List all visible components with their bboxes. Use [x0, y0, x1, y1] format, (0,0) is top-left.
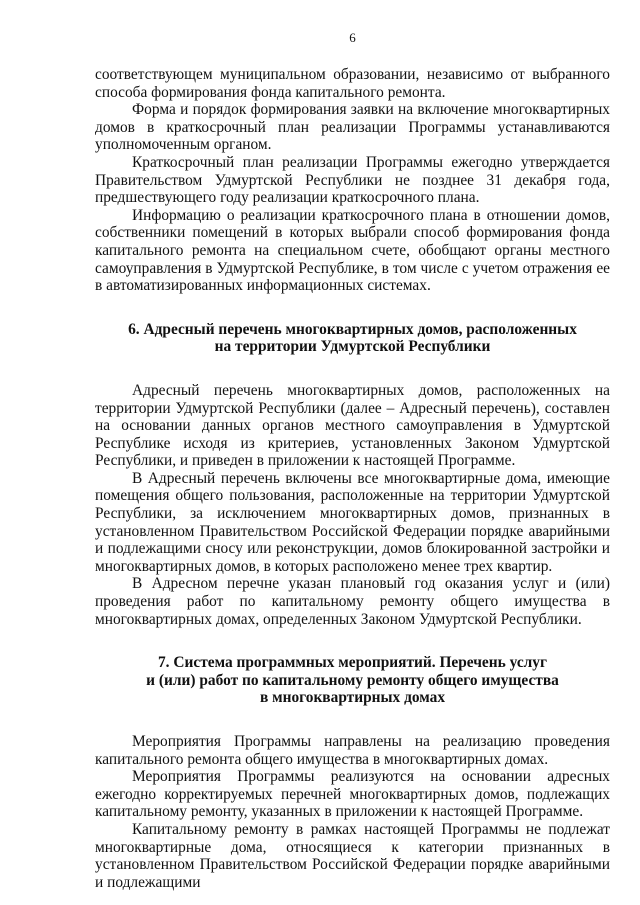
paragraph: Краткосрочный план реализации Программы ежегодно утверждается Правительством Удмуртской Республики не позднее 31 декабря года, предшествующего году реализации краткосрочного плана. — [95, 153, 610, 207]
section-7 — [95, 654, 610, 891]
heading-line: в многоквартирных домах — [259, 689, 446, 707]
section-heading — [95, 321, 610, 356]
heading-line: и (или) работ по капитальному ремонту общего имущества — [146, 671, 559, 689]
intro-paragraphs — [95, 66, 610, 295]
section-heading — [95, 654, 610, 707]
paragraph: Информацию о реализации краткосрочного плана в отношении домов, собственники помещений в которых выбрали способ формирования фонда капитального ремонта на специальном счете, обобщают органы местного самоуправления в Удмуртской Республике, в том числе с учетом отражения ее в автоматизированных информационных системах. — [95, 206, 610, 295]
paragraph: В Адресный перечень включены все многоквартирные дома, имеющие помещения общего пользования, расположенные на территории Удмуртской Республики, за исключением многоквартирных домов, признанных в установленном Правительством Российской Федерации порядке аварийными и подлежащими сносу или реконструкции, домов блокированной застройки и многоквартирных домов, в которых расположено менее трех квартир. — [95, 469, 610, 575]
paragraph: Форма и порядок формирования заявки на включение многоквартирных домов в краткосрочный план реализации Программы устанавливаются уполномоченным органом. — [95, 101, 610, 154]
paragraph: Мероприятия Программы реализуются на основании адресных ежегодно корректируемых перечней многоквартирных домов, подлежащих капитальному ремонту, указанных в приложении к настоящей Программе. — [95, 768, 610, 821]
paragraph: В Адресном перечне указан плановый год оказания услуг и (или) проведения работ по капитальному ремонту общего имущества в многоквартирных домах, определенных Законом Удмуртской Республики. — [95, 575, 610, 628]
heading-line: 7. Система программных мероприятий. Перечень услуг — [157, 654, 547, 672]
heading-line: 6. Адресный перечень многоквартирных домов, расположенных — [128, 320, 577, 338]
document-page — [95, 30, 610, 891]
paragraph: Адресный перечень многоквартирных домов, расположенных на территории Удмуртской Республики (далее – Адресный перечень), составлен на основании данных органов местного самоуправления в Удмуртской Республике исходя из критериев, установленных Законом Удмуртской Республики, и приведен в приложении к настоящей Программе. — [95, 381, 610, 470]
section-6 — [95, 321, 610, 629]
page-number: 6 — [349, 30, 356, 45]
paragraph: Капитальному ремонту в рамках настоящей Программы не подлежат многоквартирные дома, относящиеся к категории признанных в установленном Правительством Российской Федерации порядке аварийными и подлежащими — [95, 820, 610, 891]
paragraph: соответствующем муниципальном образовании, независимо от выбранного способа формирования фонда капитального ремонта. — [95, 66, 610, 101]
paragraph: Мероприятия Программы направлены на реализацию проведения капитального ремонта общего имущества в многоквартирных домах. — [95, 733, 610, 768]
heading-line: на территории Удмуртской Республики — [214, 338, 491, 356]
